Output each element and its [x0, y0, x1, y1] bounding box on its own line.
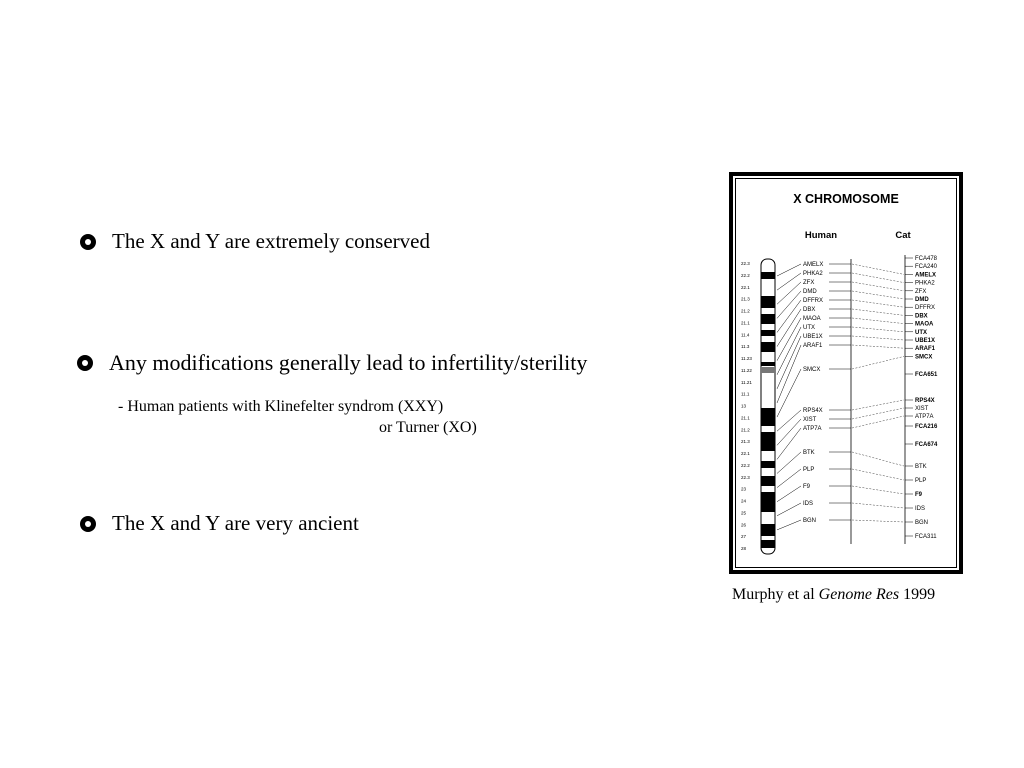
band-label: 21.3: [741, 296, 750, 302]
homology-link: [852, 264, 904, 274]
chromosome-figure: [729, 172, 963, 574]
band-label: 11.23: [741, 356, 752, 361]
sub-bullet-line-2: or Turner (XO): [379, 419, 477, 436]
human-gene-label: BGN: [803, 518, 817, 524]
band-label: 22.1: [741, 284, 750, 290]
cat-gene-label: DMD: [915, 297, 929, 303]
ideogram-connector: [777, 327, 801, 375]
figure-caption: [732, 586, 935, 604]
homology-link: [852, 503, 904, 508]
caption-journal: Genome Res: [818, 586, 900, 603]
homology-links: [852, 264, 904, 522]
bullet-text: The X and Y are very ancient: [112, 511, 359, 535]
ideogram-connector: [777, 428, 801, 459]
human-gene-label: ATP7A: [803, 426, 822, 432]
cat-gene-label: ZFX: [915, 288, 927, 295]
ideogram-connector: [777, 452, 801, 473]
homology-link: [852, 327, 904, 332]
homology-link: [852, 300, 904, 307]
band-label: 11.21: [741, 379, 752, 385]
homology-link: [852, 273, 904, 283]
cat-label: Cat: [895, 230, 911, 241]
chromosome-band: [761, 342, 775, 352]
bullet-item-infertility: [77, 350, 587, 376]
cat-gene-label: DFFRX: [915, 305, 935, 312]
cat-gene-label: FCA240: [915, 264, 938, 271]
cat-gene-label: PLP: [915, 478, 927, 484]
chromosome-band: [761, 296, 775, 308]
ideogram-connector: [777, 410, 801, 431]
band-label: 23: [741, 486, 747, 492]
cat-map-axis: [905, 255, 938, 544]
chromosome-band: [761, 314, 775, 324]
cat-gene-label: AMELX: [915, 272, 936, 279]
homology-link: [852, 486, 904, 494]
human-gene-label: UTX: [803, 325, 815, 331]
ideogram-connector: [777, 345, 801, 403]
cat-gene-label: UBE1X: [915, 338, 936, 344]
bullet-icon: [80, 234, 96, 250]
ideogram-connector: [777, 520, 801, 530]
homology-link: [852, 309, 904, 315]
homology-link: [852, 416, 904, 428]
homology-link: [852, 400, 904, 410]
chromosome-band: [761, 272, 775, 279]
cat-gene-label: XIST: [915, 406, 929, 412]
chromosome-band: [761, 330, 775, 336]
bullet-icon: [77, 355, 93, 371]
human-gene-label: DFFRX: [803, 298, 823, 304]
human-gene-label: RPS4X: [803, 408, 823, 414]
cat-gene-label: DBX: [915, 313, 928, 320]
homology-link: [852, 336, 904, 340]
human-gene-label: ZFX: [803, 280, 815, 286]
chromosome-band: [761, 461, 775, 468]
bullet-text: Any modifications generally lead to infertility/sterility: [109, 350, 588, 375]
homology-link: [852, 408, 904, 419]
chromosome-band: [761, 476, 775, 486]
chromosome-band: [761, 362, 775, 366]
human-gene-label: ARAF1: [803, 343, 823, 349]
cat-gene-label: MAOA: [915, 321, 934, 328]
homology-link: [852, 291, 904, 299]
chromosome-band: [761, 408, 775, 426]
human-label: Human: [804, 230, 838, 241]
human-gene-label: DBX: [803, 307, 816, 313]
bullet-item-conserved: [80, 229, 430, 254]
human-gene-label: DMD: [803, 289, 817, 295]
band-label: 11.3: [741, 344, 750, 350]
band-label: 25: [741, 510, 747, 516]
band-label: 27: [741, 534, 747, 540]
cat-gene-label: RPS4X: [915, 398, 935, 404]
band-label: 22.2: [741, 462, 750, 468]
ideogram-connector: [777, 336, 801, 389]
human-gene-label: AMELX: [803, 262, 824, 268]
homology-link: [852, 345, 904, 348]
caption-year: 1999: [903, 586, 936, 603]
chromosome-band: [761, 492, 775, 512]
band-label: 21.1: [741, 320, 750, 326]
cat-gene-label: FCA311: [915, 534, 937, 540]
cat-gene-label: FCA216: [915, 424, 938, 430]
homology-link: [852, 520, 904, 522]
human-gene-label: MAOA: [803, 316, 821, 322]
human-gene-label: F9: [803, 484, 811, 490]
figure-title: X CHROMOSOME: [793, 192, 899, 206]
homology-link: [852, 282, 904, 291]
band-label: 11.4: [741, 332, 750, 338]
ideogram-connector: [777, 503, 801, 516]
band-label: 21.3: [741, 439, 750, 445]
band-label: 11.22: [741, 367, 752, 373]
homology-link: [852, 318, 904, 324]
human-map-axis: [777, 259, 851, 544]
cat-gene-label: ATP7A: [915, 414, 934, 420]
chromosome-band: [761, 432, 775, 451]
homology-link: [852, 356, 904, 369]
chromosome-band: [761, 524, 775, 536]
cat-gene-label: UTX: [915, 329, 927, 336]
cat-gene-label: FCA478: [915, 256, 938, 262]
human-gene-label: PHKA2: [803, 271, 823, 277]
cat-gene-label: ARAF1: [915, 346, 936, 353]
homology-link: [852, 469, 904, 480]
bullet-item-ancient: [80, 511, 359, 536]
band-labels: [741, 261, 752, 551]
sub-bullet-line-1: - Human patients with Klinefelter syndrom (XXY): [118, 398, 444, 415]
band-label: 21.1: [741, 415, 750, 421]
band-label: 24: [741, 498, 747, 504]
band-label: 13: [741, 403, 747, 409]
human-gene-label: IDS: [803, 501, 814, 507]
band-label: 22.2: [741, 272, 750, 278]
cat-gene-label: F9: [915, 492, 923, 498]
band-label: 22.1: [741, 451, 750, 456]
bullet-icon: [80, 516, 96, 532]
cat-gene-label: SMCX: [915, 354, 933, 361]
ideogram-connector: [777, 419, 801, 445]
human-gene-label: UBE1X: [803, 334, 823, 340]
bullet-text: The X and Y are extremely conserved: [112, 229, 430, 253]
human-gene-label: PLP: [803, 467, 815, 473]
homology-link: [852, 452, 904, 466]
cat-gene-label: FCA674: [915, 442, 938, 448]
chromosome-map-svg: [733, 176, 959, 570]
band-label: 22.3: [741, 474, 750, 480]
ideogram-connector: [777, 486, 801, 502]
cat-gene-label: FCA651: [915, 372, 938, 378]
human-gene-label: SMCX: [803, 367, 821, 373]
cat-gene-label: PHKA2: [915, 280, 935, 287]
human-gene-label: BTK: [803, 450, 815, 456]
band-label: 21.2: [741, 427, 750, 433]
band-label: 11.1: [741, 391, 750, 397]
band-label: 28: [741, 546, 747, 551]
cat-gene-label: BGN: [915, 520, 929, 526]
ideogram-connector: [777, 369, 801, 417]
ideogram-connector: [777, 469, 801, 488]
chromosome-band: [761, 540, 775, 548]
band-label: 26: [741, 522, 747, 528]
band-label: 21.2: [741, 308, 750, 314]
cat-gene-label: BTK: [915, 464, 927, 470]
ideogram-connector: [777, 273, 801, 290]
ideogram-connector: [777, 264, 801, 276]
ideogram-connector: [777, 282, 801, 304]
band-label: 22.3: [741, 261, 750, 266]
human-gene-label: XIST: [803, 417, 817, 423]
chromosome-ideogram: [761, 259, 775, 554]
caption-authors: Murphy et al: [732, 586, 815, 603]
cat-gene-label: IDS: [915, 506, 926, 512]
centromere: [761, 367, 775, 373]
